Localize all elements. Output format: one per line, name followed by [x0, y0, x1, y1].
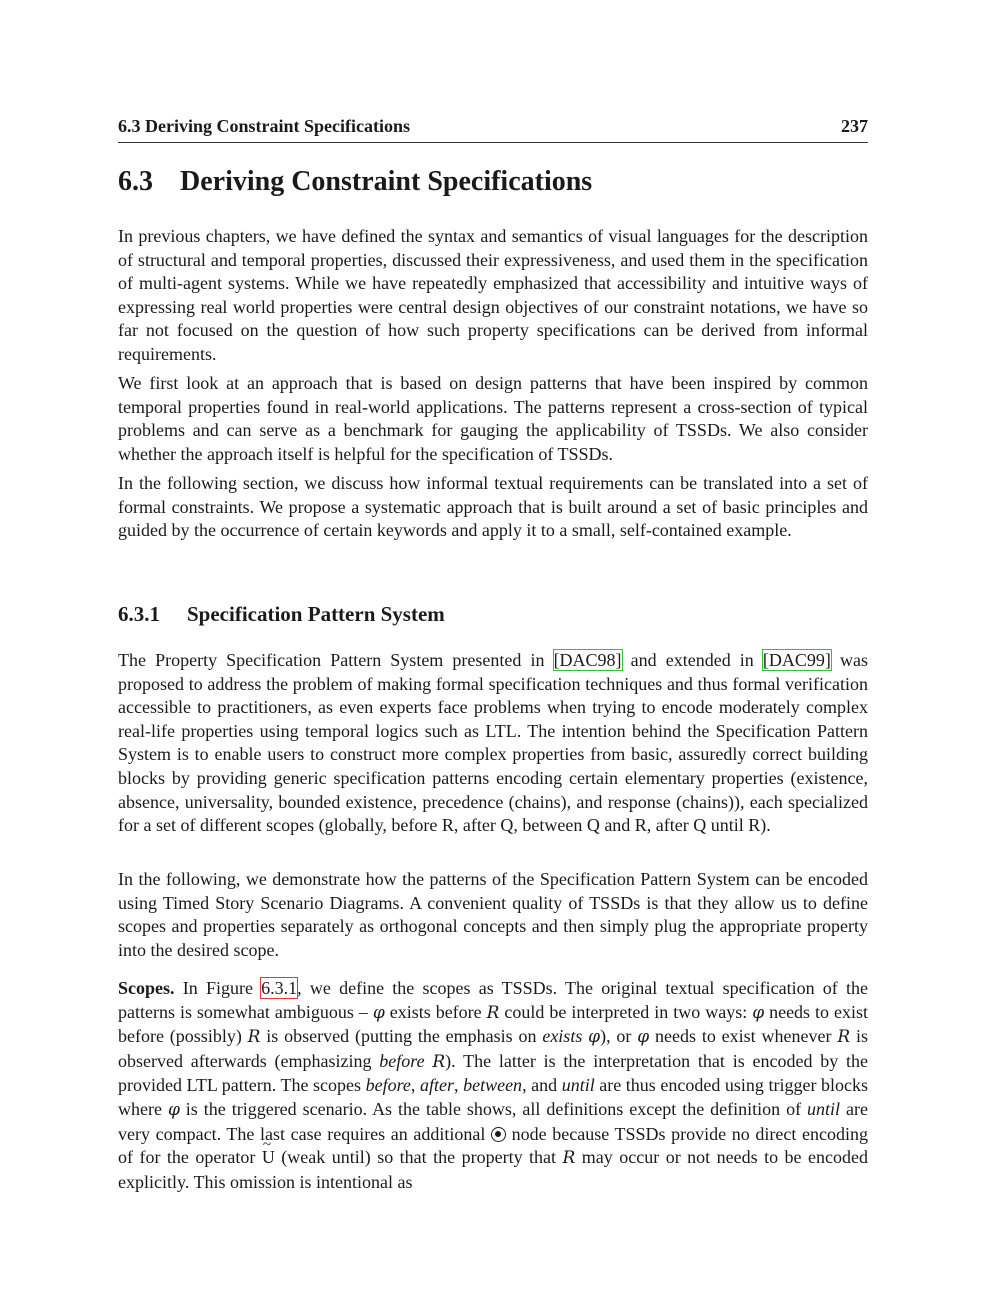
text-run: The Property Specification Pattern System presented in: [118, 650, 554, 670]
math-r: R: [247, 1027, 261, 1048]
emphasis-until: until: [561, 1075, 595, 1096]
math-phi: φ: [637, 1027, 650, 1048]
intro-paragraph-1-block: [118, 225, 868, 367]
text-run: needs to exist whenever: [649, 1026, 838, 1047]
math-phi: φ: [372, 1002, 385, 1023]
intro-paragraph-1: In previous chapters, we have defined the syntax and semantics of visual languages for the description of structural and temporal properties, discussed their expressiveness, and used them in the specification of multi-agent systems. While we have repeatedly emphasized that accessibility and intuitive ways of expressing real world properties were central design objectives of our constraint notations, we have so far not focused on the question of how such property specifications can be derived from informal requirements.: [118, 226, 868, 364]
text-run: could be interpreted in two ways:: [499, 1001, 753, 1022]
emphasis-after: after: [420, 1075, 454, 1096]
pattern-paragraph-2-block: [118, 868, 868, 962]
text-run: may occur or not needs to be encoded explicitly. This omission is intentional as: [118, 1147, 868, 1192]
text-run: is the triggered scenario. As the table shows, all definitions except the definition of: [179, 1098, 808, 1119]
emphasis-before: before: [379, 1050, 425, 1071]
text-run: was proposed to address the problem of making formal specification techniques and thus formal verification accessible to practitioners, as even experts face problems when trying to encode moderately complex real-life properties using temporal logics such as LTL. The intention behind the Specification Pattern System is to enable users to construct more complex properties from basic, assuredly correct building blocks by providing generic specification patterns encoding certain elementary properties (existence, absence, universality, bounded existence, precedence (chains), and response (chains)), each specialized for a set of different scopes (globally, before R, after Q, between Q and R, after Q until R).: [118, 650, 868, 836]
text-run: , we define the scopes as TSSDs. The original textual specification of the patterns is somewhat ambiguous –: [118, 978, 868, 1022]
page-number: 237: [841, 116, 868, 136]
text-run: (weak until) so that the property that: [274, 1147, 563, 1168]
intro-paragraph-3: In the following section, we discuss how informal textual requirements can be translated into a set of formal constraints. We propose a systematic approach that is built around a set of basic principles and guided by the occurrence of certain keywords and apply it to a small, self-contained example.: [118, 473, 868, 541]
figure-reference-link[interactable]: 6.3.1: [261, 978, 298, 998]
emphasis-exists: exists: [542, 1026, 583, 1047]
scopes-paragraph-block: [118, 977, 868, 1194]
emphasis-between: between: [463, 1075, 523, 1096]
text-run: are thus encoded using trigger blocks where: [118, 1075, 869, 1119]
scopes-paragraph: Scopes. In Figure 6.3.1, we define the scopes as TSSDs. The original textual specification of the patterns is somewhat ambiguous – φ exists before R could be interpreted in two ways: φ needs to exist before (possibly) R is observed (putting the emphasis on exists φ), or φ needs to exist whenever R is observed afterwards (emphasizing before R). The latter is the interpretation that is encoded by the provided LTL pattern. The scopes before, after, between, and until are thus encoded using trigger blocks where φ is the triggered scenario. As the table shows, all definitions except the definition of until are very compact. The last case requires an additional node because TSSDs provide no direct encoding of for the operator ~ U (weak until) so that the property that R may occur or not needs to be encoded explicitly. This omission is intentional as: [118, 977, 868, 1194]
text-run: exists before: [384, 1001, 487, 1022]
running-head-title: 6.3 Deriving Constraint Specifications: [118, 116, 410, 136]
section-title: Deriving Constraint Specifications: [180, 166, 593, 197]
text-run: , and: [522, 1075, 562, 1096]
math-phi: φ: [167, 1099, 180, 1120]
circled-dot-node-icon: [491, 1127, 506, 1142]
emphasis-until: until: [807, 1098, 841, 1119]
weak-until-operator: ~ U: [262, 1146, 275, 1170]
pattern-paragraph-1: [118, 649, 868, 838]
text-run: node because TSSDs provide no direct encoding of for the operator: [118, 1123, 868, 1168]
intro-paragraph-3-block: [118, 472, 868, 543]
text-run: and extended in: [621, 650, 763, 670]
math-phi: φ: [588, 1027, 601, 1048]
text-run: is observed (putting the emphasis on: [260, 1026, 543, 1047]
subsection-heading: [118, 602, 445, 627]
text-run: are very compact. The last case requires an additional: [118, 1098, 868, 1144]
text-run: is observed afterwards (emphasizing: [118, 1026, 868, 1071]
intro-paragraph-2: We first look at an approach that is based on design patterns that have been inspired by common temporal properties found in real-world applications. The patterns represent a cross-section of typical problems and can serve as a benchmark for gauging the applicability of TSSDs. We also consider whether the approach itself is helpful for the specification of TSSDs.: [118, 373, 868, 464]
running-head: [118, 116, 868, 143]
math-r: R: [562, 1148, 576, 1169]
section-number: 6.3: [118, 166, 153, 197]
math-r: R: [486, 1002, 500, 1023]
citation-link-dac98[interactable]: [DAC98]: [553, 650, 622, 670]
subsection-title: Specification Pattern System: [187, 602, 445, 626]
emphasis-before: before: [365, 1075, 411, 1096]
pattern-paragraph-1-block: [118, 649, 868, 838]
scopes-heading: Scopes.: [118, 978, 175, 998]
math-r: R: [432, 1051, 446, 1072]
text-run: needs to exist before (possibly): [118, 1001, 869, 1047]
section-heading: [118, 166, 592, 198]
text-run: In Figure: [174, 978, 262, 998]
intro-paragraph-2-block: [118, 372, 868, 466]
pattern-paragraph-2: In the following, we demonstrate how the patterns of the Specification Pattern System can be encoded using Timed Story Scenario Diagrams. A convenient quality of TSSDs is that they allow us to define scopes and properties separately as orthogonal concepts and then simply plug the appropriate property into the desired scope.: [118, 869, 868, 960]
citation-link-dac99[interactable]: [DAC99]: [762, 650, 831, 670]
subsection-number: 6.3.1: [118, 602, 160, 626]
math-r: R: [837, 1027, 851, 1048]
text-run: ), or: [600, 1026, 638, 1047]
text-run: ). The latter is the interpretation that is encoded by the provided LTL pattern. The scopes: [118, 1050, 869, 1096]
math-phi: φ: [752, 1002, 765, 1023]
